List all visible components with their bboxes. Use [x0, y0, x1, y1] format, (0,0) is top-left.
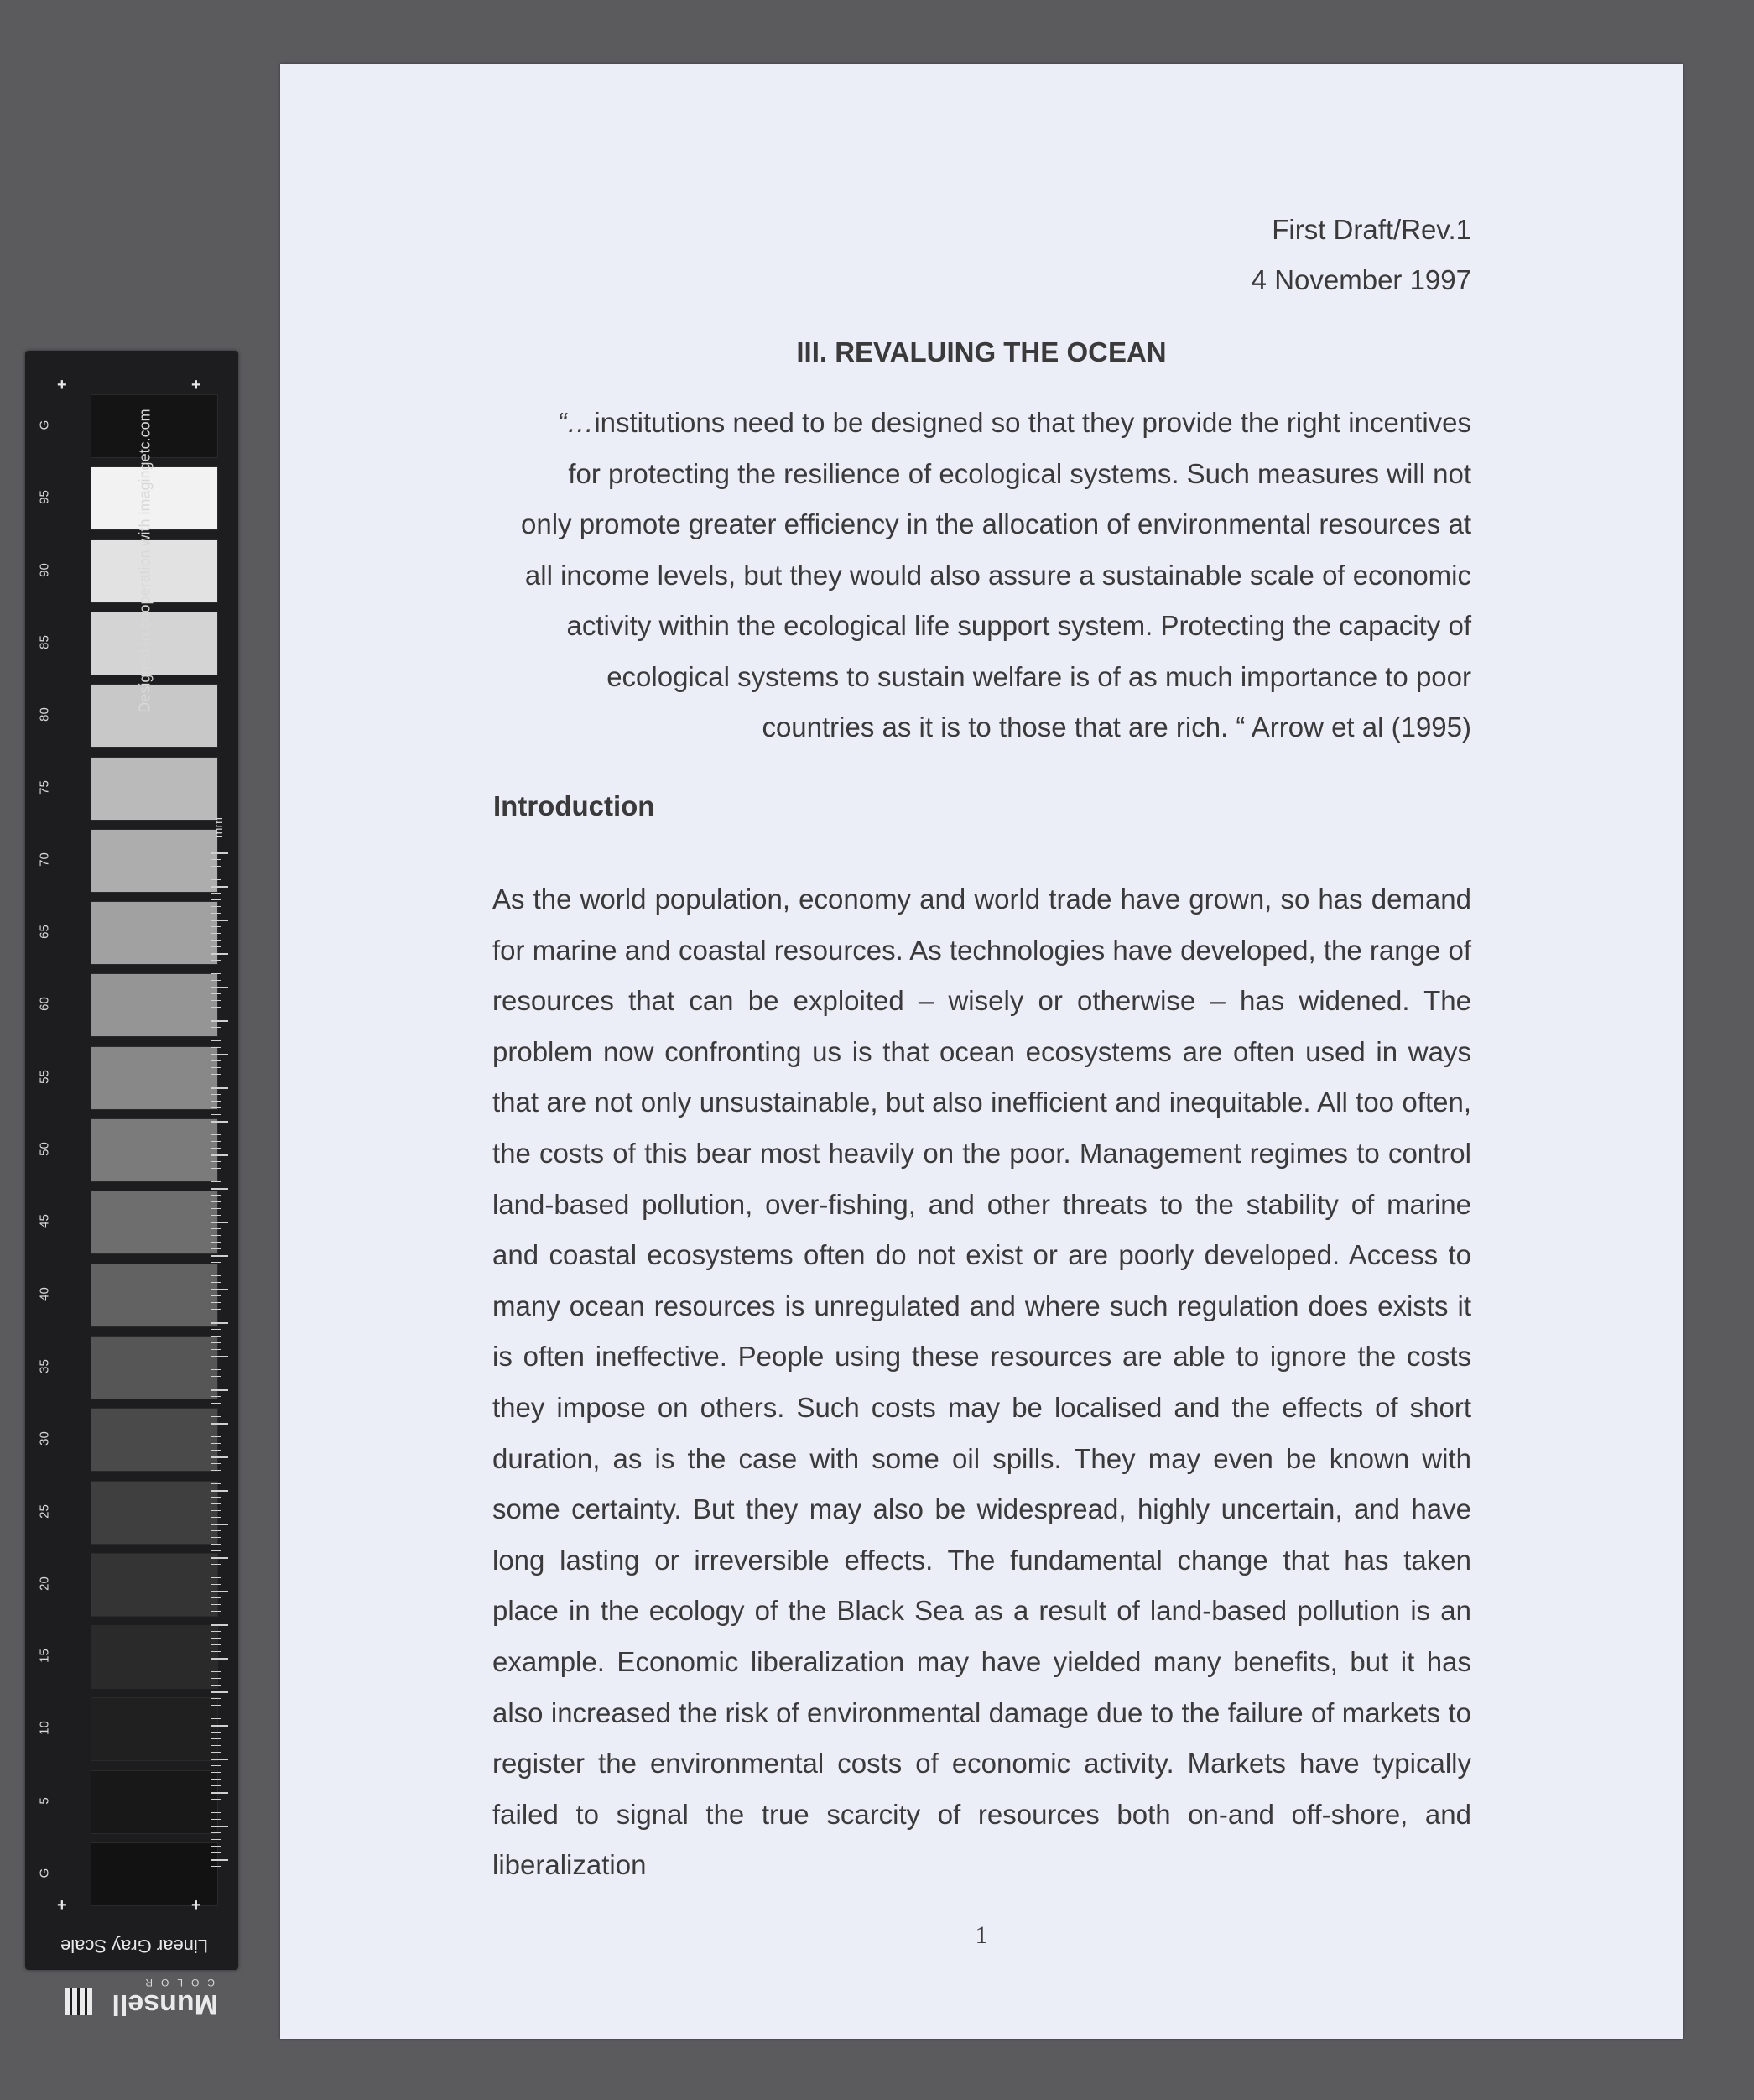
gray-swatch: [91, 1118, 218, 1182]
document-header: [1252, 205, 1471, 305]
quote-line: for protecting the resilience of ecological systems. Such measures will not: [568, 457, 1471, 489]
body-paragraph: As the world population, economy and world trade have grown, so has demand for marine and coastal resources. As technologies have developed, the range of resources that can be exploited – wisely or otherwise – has widened. The problem now confronting us is that ocean ecosystems are often used in ways that are not only unsustainable, but also inefficient and inequitable. All too often, the costs of this bear most heavily on the poor. Management regimes to control land-based pollution, over-fishing, and other threats to the stability of marine and coastal ecosystems often do not exist or are poorly developed. Access to many ocean resources is unregulated and where such regulation does exists it is often ineffective. People using these resources are able to ignore the costs they impose on others. Such costs may be localised and the effects of short duration, as is the case with some oil spills. They may even be known with some certainty. But they may also be widespread, highly uncertain, and have long lasting or irreversible effects. The fundamental change that has taken place in the ecology of the Black Sea as a result of land-based pollution is an example. Economic liberalization may have yielded many benefits, but it has also increased the risk of environmental damage due to the failure of markets to register the environmental costs of economic activity. Markets have typically failed to signal the true scarcity of resources both on-and off-shore, and liberalization: [492, 883, 1471, 1881]
swatch-label: 40: [37, 1286, 52, 1301]
gray-swatch: [91, 973, 218, 1037]
swatch-label: 5: [37, 1797, 52, 1805]
section-heading: Introduction: [493, 790, 655, 821]
munsell-grid-icon: [65, 1988, 92, 2015]
page-number: 1: [975, 1921, 988, 1949]
ruler-unit-label: mm: [211, 817, 226, 838]
designed-credit: Designed in cooperation with imagingetc.com: [136, 409, 154, 713]
plus-mark: +: [191, 376, 201, 394]
quote-line: activity within the ecological life support system. Protecting the capacity of: [566, 610, 1471, 641]
quote-line: ecological systems to sustain welfare is of as much importance to poor: [606, 660, 1471, 692]
swatch-label: 55: [37, 1069, 52, 1084]
quote-line: [498, 398, 1471, 449]
scale-title: Linear Gray Scale: [60, 1936, 209, 1957]
brand-name: Munsell: [112, 1988, 218, 2020]
swatch-label: 15: [37, 1649, 52, 1663]
gray-swatch: [91, 1770, 218, 1834]
gray-swatch: [91, 1625, 218, 1689]
brand-sub: COLOR: [137, 1977, 215, 1988]
swatch-label: 35: [37, 1359, 52, 1373]
swatch-label: 75: [37, 779, 52, 795]
swatch-label: 60: [37, 997, 52, 1012]
draft-label: First Draft/Rev.1: [1272, 214, 1471, 245]
swatch-label: 50: [37, 1142, 52, 1156]
gray-swatch: [91, 1336, 218, 1399]
quote-line: countries as it is to those that are rich. “ Arrow et al (1995): [762, 711, 1471, 743]
gray-swatch: [91, 829, 218, 893]
swatch-label: 45: [37, 1214, 52, 1229]
gray-swatch: [91, 466, 218, 530]
gray-swatch: [91, 539, 218, 603]
gray-swatch: [91, 1191, 218, 1254]
swatch-label: 70: [37, 852, 52, 867]
swatch-label: 25: [37, 1503, 52, 1519]
gray-swatch: [91, 1481, 218, 1545]
swatch-label: G: [37, 1868, 52, 1879]
gray-swatch: [91, 1046, 218, 1110]
gray-swatch: [91, 684, 218, 748]
gray-scale-card: [25, 351, 238, 2020]
plus-mark: +: [57, 1896, 67, 1915]
swatch-label: 10: [37, 1721, 52, 1736]
gray-swatch: [91, 1553, 218, 1617]
chapter-title: III. REVALUING THE OCEAN: [796, 336, 1167, 367]
gray-swatch: [91, 612, 218, 675]
swatch-label: 30: [37, 1431, 52, 1446]
epigraph-quote: [498, 398, 1471, 753]
quote-text: institutions need to be designed so that they provide the right incentives: [594, 407, 1471, 438]
swatch-label: 20: [37, 1576, 52, 1591]
gray-swatch: [91, 1697, 218, 1761]
quote-lead: “…: [557, 407, 595, 438]
swatch-label: G: [37, 419, 52, 430]
document-page: [280, 64, 1683, 2039]
gray-swatch: [91, 757, 218, 821]
ruler-major-ticks: [211, 852, 232, 1874]
swatch-label: 85: [37, 635, 52, 649]
swatch-label: 90: [37, 562, 52, 577]
plus-mark: +: [191, 1896, 201, 1915]
swatch-label: 65: [37, 925, 52, 939]
gray-swatch: [91, 1264, 218, 1327]
quote-line: only promote greater efficiency in the allocation of environmental resources at: [520, 508, 1471, 539]
quote-line: all income levels, but they would also assure a sustainable scale of economic: [524, 559, 1471, 591]
gray-swatch: [91, 394, 218, 458]
swatch-label: 95: [37, 490, 52, 505]
swatch-label: 80: [37, 707, 52, 722]
munsell-logo: [59, 1978, 218, 2020]
gray-swatch: [91, 901, 218, 965]
draft-date: 4 November 1997: [1251, 264, 1471, 295]
gray-swatch: [91, 1408, 218, 1472]
plus-mark: +: [57, 376, 67, 394]
